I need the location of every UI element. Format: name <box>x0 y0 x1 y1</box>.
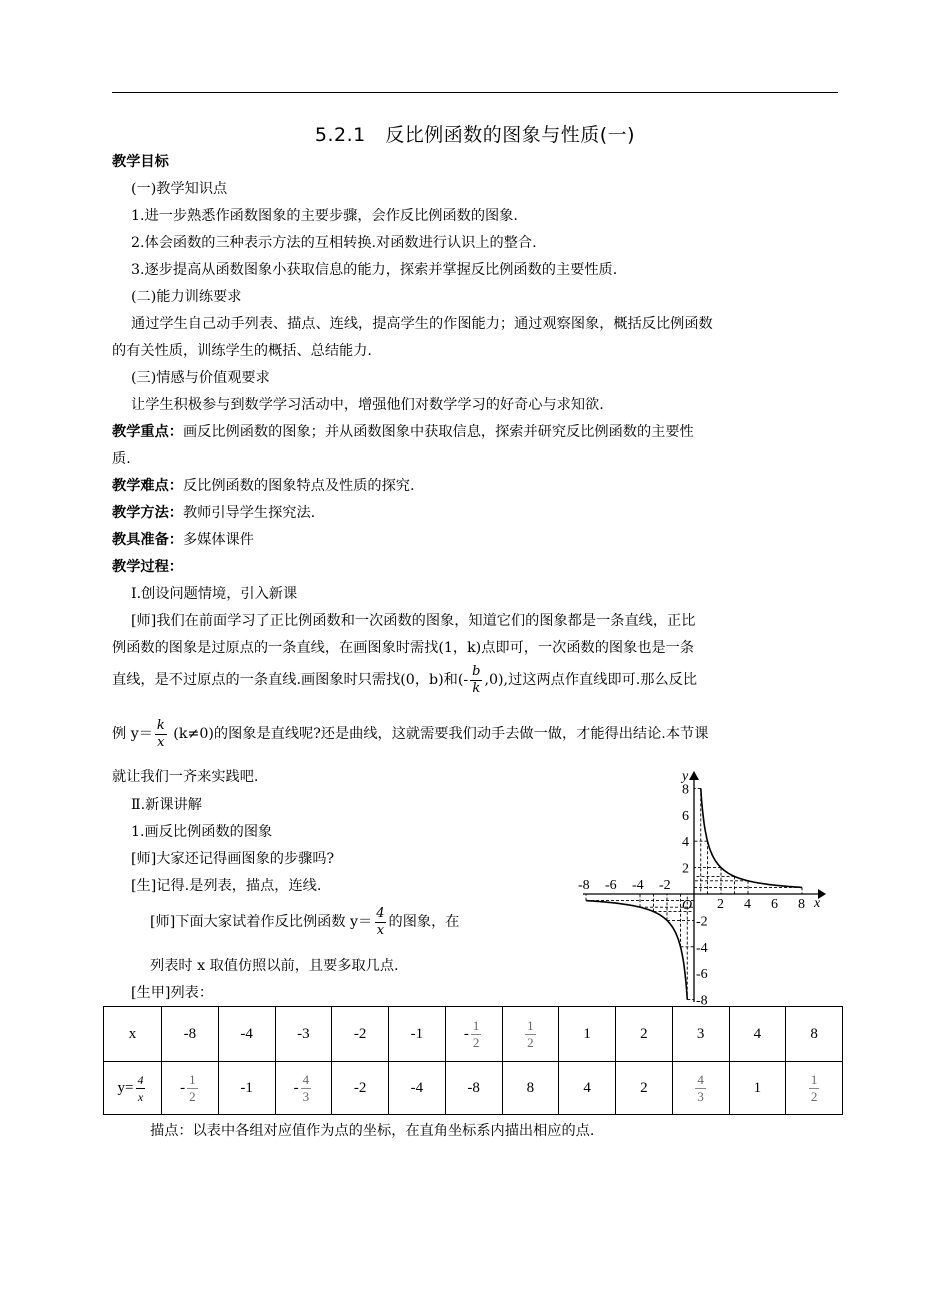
difficulty-text: 反比例函数的图象特点及性质的探究. <box>182 478 415 494</box>
table-cell: -3 <box>275 1007 332 1062</box>
fraction-denominator: 3 <box>697 1088 704 1104</box>
fraction-4-over-x <box>374 906 386 939</box>
table-cell: 1 <box>729 1062 786 1115</box>
key-point-text: 画反比例函数的图象；并从函数图象中获取信息，探索并研究反比例函数的主要性 <box>182 424 694 440</box>
table-cell: 8 <box>502 1062 559 1115</box>
minus-sign: - <box>180 1079 186 1096</box>
table-fraction <box>809 1072 820 1105</box>
k3-heading: (三)情感与价值观要求 <box>131 370 270 386</box>
table-cell: -1 <box>389 1007 446 1062</box>
x-axis-label: x <box>814 896 821 911</box>
process-label: 教学过程： <box>112 559 183 575</box>
para-1-line-3-start: 直线，是不过原点的一条直线.画图象时只需找(0，b)和(- <box>112 672 469 688</box>
fraction-k-over-x <box>155 718 167 751</box>
fraction-b-over-k <box>470 664 482 697</box>
teacher-line-3: 列表时 x 取值仿照以前，且要多取几点. <box>150 958 399 974</box>
teacher-line-1: [师]大家还记得画图象的步骤吗? <box>131 851 335 867</box>
k1-item-3: 3.逐步提高从函数图象小获取信息的能力，探索并掌握反比例函数的主要性质. <box>131 262 618 278</box>
x-tick-label: 6 <box>771 897 778 912</box>
para-1-line-5: 就让我们一齐来实践吧. <box>112 769 259 785</box>
key-point-label: 教学重点： <box>112 424 183 440</box>
table-cell-x-label: x <box>104 1007 162 1062</box>
table-cell: 4 <box>559 1062 616 1115</box>
fraction-denominator: k <box>472 680 481 696</box>
header-rule <box>112 92 838 93</box>
k2-line-2: 的有关性质，训练学生的概括、总结能力. <box>112 343 372 359</box>
table-fraction <box>695 1072 706 1105</box>
fraction-numerator: 1 <box>810 1071 818 1087</box>
tools-line <box>112 530 254 550</box>
fraction-denominator: 2 <box>189 1088 196 1104</box>
para-1-line-4-end: (k≠0)的图象是直线呢?还是曲线，这就需要我们动手去做一做，才能得出结论.本节课 <box>168 726 709 742</box>
subsection-1-heading: 1.画反比例函数的图象 <box>131 824 273 840</box>
fraction-numerator: b <box>472 663 481 679</box>
x-tick-label: 4 <box>744 897 751 912</box>
x-tick-label: -8 <box>578 878 590 893</box>
table-cell: -4 <box>218 1007 275 1062</box>
table-cell: -2 <box>332 1007 389 1062</box>
table-cell <box>786 1062 843 1115</box>
table-cell: -8 <box>162 1007 219 1062</box>
table-cell: 8 <box>786 1007 843 1062</box>
key-point-line-1 <box>112 422 694 442</box>
table-fraction <box>525 1018 536 1051</box>
origin-label: O <box>682 898 693 913</box>
table-cell <box>502 1007 559 1062</box>
hyperbola-branch-q1 <box>701 788 802 887</box>
method-label: 教学方法： <box>112 505 183 521</box>
y-tick-label: 4 <box>682 835 689 851</box>
para-1-line-3 <box>112 662 697 698</box>
fraction-denominator: 2 <box>810 1088 818 1104</box>
minus-sign: - <box>463 1025 469 1042</box>
k1-heading: (一)教学知识点 <box>131 181 228 197</box>
y-tick-label: -6 <box>696 967 708 983</box>
table-cell: -4 <box>389 1062 446 1115</box>
y-tick-label: -4 <box>696 940 708 956</box>
k2-line-1: 通过学生自己动手列表、描点、连线，提高学生的作图能力；通过观察图象，概括反比例函数 <box>131 316 713 332</box>
table-fraction <box>471 1018 482 1051</box>
hyperbola-graph <box>578 768 828 1008</box>
page-title: 5.2.1 反比例函数的图象与性质(一) <box>314 124 636 146</box>
k3-text: 让学生积极参与到数学学习活动中，增强他们对数学学习的好奇心与求知欲. <box>131 397 604 413</box>
para-1-line-2: 例函数的图象是过原点的一条直线，在画图象时需找(1，k)点即可，一次函数的图象也是一条 <box>112 640 695 656</box>
fraction-denominator: 2 <box>472 1034 480 1050</box>
difficulty-line <box>112 476 414 496</box>
table-fraction <box>301 1072 312 1105</box>
tick-labels <box>578 782 805 1008</box>
section-2-heading: Ⅱ.新课讲解 <box>131 797 202 813</box>
table-cell: 4 <box>729 1007 786 1062</box>
y-label-prefix: y= <box>117 1079 134 1096</box>
teacher-line-2-start: [师]下面大家试着作反比例函数 y＝ <box>150 914 373 930</box>
fraction-denominator: x <box>137 1089 144 1104</box>
para-1-line-4-start: 例 y＝ <box>112 726 153 742</box>
y-tick-label: 2 <box>682 861 689 877</box>
method-text: 教师引导学生探究法. <box>182 505 316 521</box>
table-cell-y-label <box>104 1062 162 1115</box>
para-1-line-3-end: ,0),过这两点作直线即可.那么反比 <box>484 672 698 688</box>
x-tick-label: -4 <box>632 878 644 893</box>
table-fraction <box>187 1072 198 1105</box>
y-axis-arrow <box>689 771 699 780</box>
table-cell <box>162 1062 219 1115</box>
method-line <box>112 503 315 523</box>
para-1-line-1: [师]我们在前面学习了正比例函数和一次函数的图象，知道它们的图象都是一条直线，正比 <box>131 613 696 629</box>
fraction-denominator: x <box>376 922 385 938</box>
table-cell <box>672 1062 729 1115</box>
k1-item-1: 1.进一步熟悉作函数图象的主要步骤，会作反比例函数的图象. <box>131 208 518 224</box>
fraction-denominator: x <box>157 734 165 750</box>
para-1-line-4 <box>112 716 708 752</box>
objectives-heading: 教学目标 <box>112 154 169 170</box>
table-cell: 2 <box>616 1062 673 1115</box>
plot-description: 描点：以表中各组对应值作为点的坐标，在直角坐标系内描出相应的点. <box>150 1123 595 1139</box>
x-tick-label: 8 <box>798 897 805 912</box>
fraction-numerator: k <box>156 717 165 733</box>
tools-label: 教具准备： <box>112 532 183 548</box>
fraction-numerator: 4 <box>697 1071 704 1087</box>
table-cell <box>275 1062 332 1115</box>
table-cell: -1 <box>218 1062 275 1115</box>
fraction-numerator: 4 <box>302 1071 310 1087</box>
fraction-denominator: 3 <box>302 1088 310 1104</box>
x-tick-label: -6 <box>605 878 617 893</box>
table-row-y <box>104 1062 843 1115</box>
x-tick-label: 2 <box>717 897 724 912</box>
table-cell: 1 <box>559 1007 616 1062</box>
student-line-1: [生]记得.是列表，描点，连线. <box>131 878 322 894</box>
x-tick-label: -2 <box>659 878 671 893</box>
fraction-numerator: 1 <box>189 1071 196 1087</box>
tools-text: 多媒体课件 <box>182 532 254 548</box>
student-line-2: [生甲]列表： <box>131 985 214 1001</box>
table-cell: 2 <box>616 1007 673 1062</box>
teacher-line-2-end: 的图象，在 <box>388 914 460 930</box>
hyperbola-branch-q3 <box>586 901 687 1000</box>
fraction-numerator: 1 <box>527 1017 534 1033</box>
table-cell <box>445 1007 502 1062</box>
table-cell: -2 <box>332 1062 389 1115</box>
k2-heading: (二)能力训练要求 <box>131 289 242 305</box>
fraction-numerator: 4 <box>376 905 385 921</box>
minus-sign: - <box>293 1079 299 1096</box>
y-tick-label: 8 <box>682 782 689 798</box>
y-tick-label: -2 <box>696 914 708 930</box>
k1-item-2: 2.体会函数的三种表示方法的互相转换.对函数进行认识上的整合. <box>131 235 537 251</box>
table-row-x <box>104 1007 843 1062</box>
key-point-line-2: 质. <box>112 451 131 467</box>
section-1-heading: Ⅰ.创设问题情境，引入新课 <box>131 586 298 602</box>
table-cell: 3 <box>672 1007 729 1062</box>
table-cell: -8 <box>445 1062 502 1115</box>
difficulty-label: 教学难点： <box>112 478 183 494</box>
fraction-denominator: 2 <box>527 1034 534 1050</box>
fraction-numerator: 4 <box>137 1072 144 1087</box>
fraction-numerator: 1 <box>472 1017 480 1033</box>
value-table <box>103 1006 843 1115</box>
teacher-line-2 <box>150 904 459 940</box>
y-axis-label: y <box>682 769 689 784</box>
y-tick-label: 6 <box>682 808 689 824</box>
y-tick-label: -8 <box>696 993 708 1008</box>
